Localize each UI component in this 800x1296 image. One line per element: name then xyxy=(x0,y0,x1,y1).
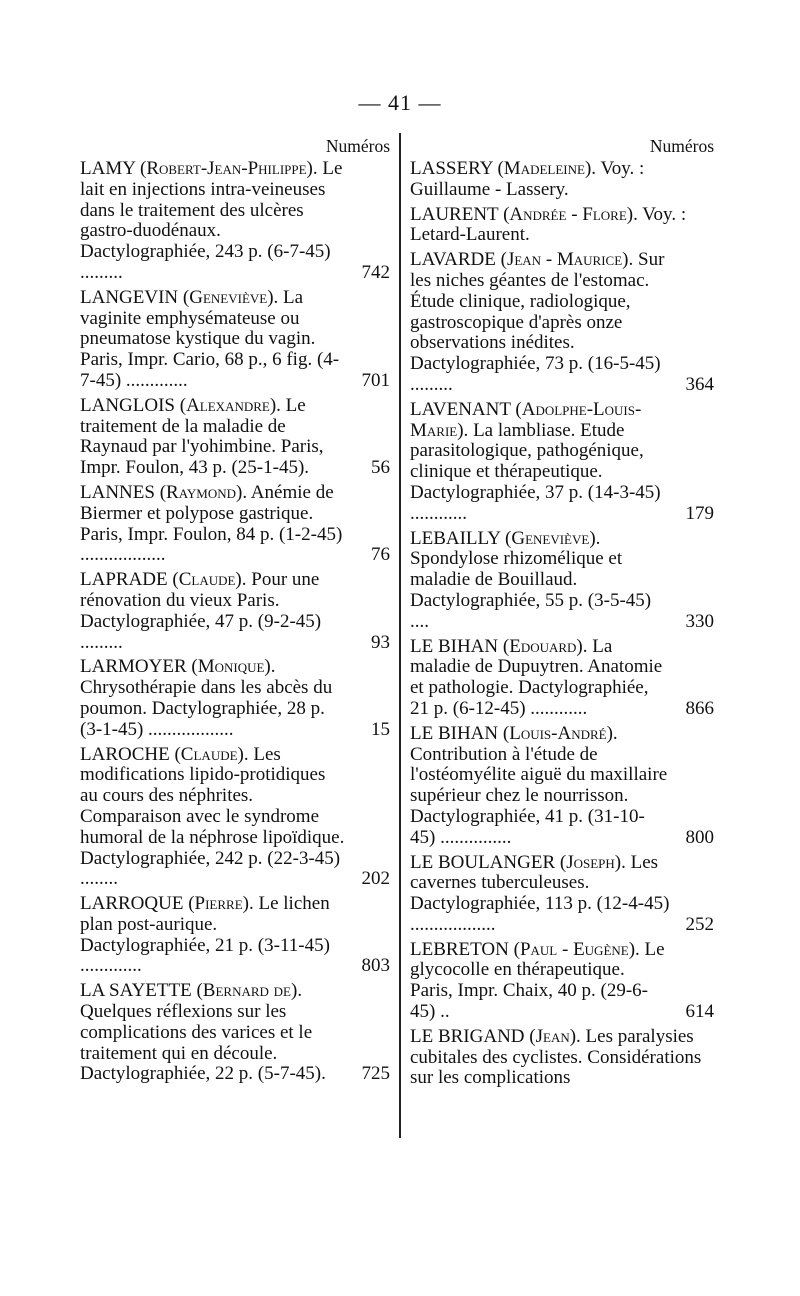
entry-title: Sur les niches géantes de l'estomac. Étude clinique, radiologique, gastroscopique d'après onze observations inédites. Dactylographiée, 73 p. (16-5-45) ......... xyxy=(410,249,665,395)
entry-number: 800 xyxy=(685,826,714,848)
entry-title: Le glycocolle en thérapeutique. Paris, Impr. Chaix, 40 p. (29-6-45) .. xyxy=(410,938,665,1023)
entry-author-surname: LAURENT xyxy=(410,203,499,225)
entry-author-surname: LE BIHAN xyxy=(410,722,499,744)
entry-title: Chrysothérapie dans les abcès du poumon. Dactylographiée, 28 p. (3-1-45) .................. xyxy=(80,677,333,740)
left-column xyxy=(80,133,390,1089)
entry-author-surname: LANNES xyxy=(80,481,155,503)
entry-list-right xyxy=(410,159,714,1089)
entry-author-given-name: (Geneviève). xyxy=(182,286,279,308)
index-entry xyxy=(410,400,714,525)
entry-author-given-name: (Adolphe-Louis-Marie). xyxy=(410,398,642,441)
entry-author-given-name: (Jean - Maurice). xyxy=(500,249,634,271)
entry-number: 76 xyxy=(371,544,390,566)
entry-author-given-name: (Geneviève). xyxy=(505,527,601,549)
index-entry xyxy=(80,159,390,284)
entry-author-given-name: (Claude). xyxy=(174,743,249,765)
entry-author-surname: LAMY xyxy=(80,158,136,179)
entry-number: 866 xyxy=(685,697,714,719)
entry-author-given-name: (Joseph). xyxy=(559,851,626,873)
entry-author-surname: LAVARDE xyxy=(410,249,496,271)
column-divider xyxy=(399,133,401,1138)
index-entry xyxy=(410,724,714,849)
index-entry xyxy=(410,1027,714,1089)
index-entry xyxy=(80,483,390,566)
page-number: — 41 — xyxy=(358,90,442,115)
entry-title: La lambliase. Etude parasitologique, pathogénique, clinique et thérapeutique. Dactylographiée, 37 p. (14-3-45) ............ xyxy=(410,419,661,524)
index-entry xyxy=(410,250,714,396)
entry-list-left xyxy=(80,159,390,1085)
index-entry xyxy=(80,570,390,653)
entry-number: 364 xyxy=(685,373,714,395)
index-entry xyxy=(410,940,714,1023)
index-entry xyxy=(80,657,390,740)
entry-author-given-name: (Monique). xyxy=(191,656,276,678)
entry-author-surname: LASSERY xyxy=(410,158,493,179)
entry-author-surname: LANGLOIS xyxy=(80,394,175,416)
entry-number: 330 xyxy=(685,610,714,632)
entry-author-surname: LAROCHE xyxy=(80,743,170,765)
entry-title: Le lait en injections intra-veineuses dans le traitement des ulcères gastro-duodénaux. Dactylographiée, 243 p. (6-7-45) ......... xyxy=(80,158,343,283)
column-header: Numéros xyxy=(325,136,390,156)
entry-title: La vaginite emphysémateuse ou pneumatose kystique du vagin. Paris, Impr. Cario, 68 p., 6 fig. (4-7-45) ............. xyxy=(80,286,340,391)
entry-author-surname: LAPRADE xyxy=(80,569,168,591)
entry-number: 803 xyxy=(361,955,390,977)
entry-title: Pour une rénovation du vieux Paris. Dactylographiée, 47 p. (9-2-45) ......... xyxy=(80,569,322,653)
index-entry xyxy=(410,529,714,633)
entry-number: 15 xyxy=(371,718,390,740)
entry-author-surname: LANGEVIN xyxy=(80,286,179,308)
entry-author-surname: LE BRIGAND xyxy=(410,1025,525,1047)
entry-author-given-name: (Claude). xyxy=(172,569,247,591)
entry-author-given-name: (Louis-André). xyxy=(502,722,618,744)
entry-author-surname: LARROQUE xyxy=(80,893,184,915)
entry-author-surname: LEBRETON xyxy=(410,938,509,960)
entry-author-given-name: (Alexandre). xyxy=(179,394,281,416)
entry-author-surname: LA SAYETTE xyxy=(80,980,192,1002)
entry-title: Les paralysies cubitales des cyclistes. Considérations sur les complications xyxy=(410,1025,702,1089)
entry-title: Voy. : Guillaume - Lassery. xyxy=(410,158,645,200)
right-column xyxy=(410,133,714,1093)
entry-author-surname: LE BIHAN xyxy=(410,635,499,657)
entry-title: Voy. : Letard-Laurent. xyxy=(410,203,687,246)
entry-author-surname: LEBAILLY xyxy=(410,527,501,549)
entry-number: 701 xyxy=(361,369,390,391)
index-entry xyxy=(410,159,714,201)
entry-number: 252 xyxy=(685,913,714,935)
entry-author-surname: LE BOULANGER xyxy=(410,851,556,873)
entry-number: 56 xyxy=(371,457,390,479)
entry-author-given-name: (Madeleine). xyxy=(497,158,597,179)
entry-title: Les modifications lipido-protidiques au cours des néphrites. Comparaison avec le syndrome humoral de la néphrose lipoïdique. Dactylographiée, 242 p. (22-3-45) ........ xyxy=(80,743,345,890)
entry-title: Quelques réflexions sur les complications des varices et le traitement qui en découle. Dactylographiée, 22 p. (5-7-45). xyxy=(80,1001,326,1085)
entry-number: 614 xyxy=(685,1001,714,1023)
entry-title: Anémie de Biermer et polypose gastrique. Paris, Impr. Foulon, 84 p. (1-2-45) .................. xyxy=(80,481,343,566)
entry-number: 742 xyxy=(361,261,390,283)
entry-title: Les cavernes tuberculeuses. Dactylographiée, 113 p. (12-4-45) .................. xyxy=(410,851,670,935)
entry-author-given-name: (Paul - Eugène). xyxy=(513,938,640,960)
index-entry xyxy=(80,894,390,977)
entry-title: Contribution à l'étude de l'ostéomyélite aiguë du maxillaire supérieur chez le nourrisson. Dactylographiée, 41 p. (31-10-45) ............... xyxy=(410,743,668,848)
entry-author-given-name: (Edouard). xyxy=(502,635,588,657)
index-entry xyxy=(410,205,714,247)
entry-author-given-name: (Andrée - Flore). xyxy=(503,203,638,225)
entry-number: 179 xyxy=(685,502,714,524)
index-entry xyxy=(80,288,390,392)
entry-author-given-name: (Bernard de). xyxy=(196,980,303,1002)
entry-author-given-name: (Robert-Jean-Philippe). xyxy=(140,158,318,179)
entry-number: 93 xyxy=(371,631,390,653)
index-entry xyxy=(410,853,714,936)
entry-number: 202 xyxy=(361,868,390,890)
entry-title: Le traitement de la maladie de Raynaud par l'yohimbine. Paris, Impr. Foulon, 43 p. (25-1-45). xyxy=(80,394,324,479)
entry-author-surname: LARMOYER xyxy=(80,656,187,678)
column-header: Numéros xyxy=(649,136,714,156)
entry-author-surname: LAVENANT xyxy=(410,398,511,420)
entry-number: 725 xyxy=(361,1063,390,1085)
index-entry xyxy=(80,981,390,1085)
index-entry xyxy=(80,745,390,891)
entry-author-given-name: (Jean). xyxy=(529,1025,581,1047)
entry-title: Spondylose rhizomélique et maladie de Bouillaud. Dactylographiée, 55 p. (3-5-45) .... xyxy=(410,548,652,632)
entry-author-given-name: (Raymond). xyxy=(159,481,248,503)
entry-title: La maladie de Dupuytren. Anatomie et pathologie. Dactylographiée, 21 p. (6-12-45) ............ xyxy=(410,635,663,719)
index-entry xyxy=(80,396,390,479)
entry-title: Le lichen plan post-aurique. Dactylographiée, 21 p. (3-11-45) ............. xyxy=(80,893,330,977)
index-entry xyxy=(410,637,714,720)
entry-author-given-name: (Pierre). xyxy=(188,893,254,915)
